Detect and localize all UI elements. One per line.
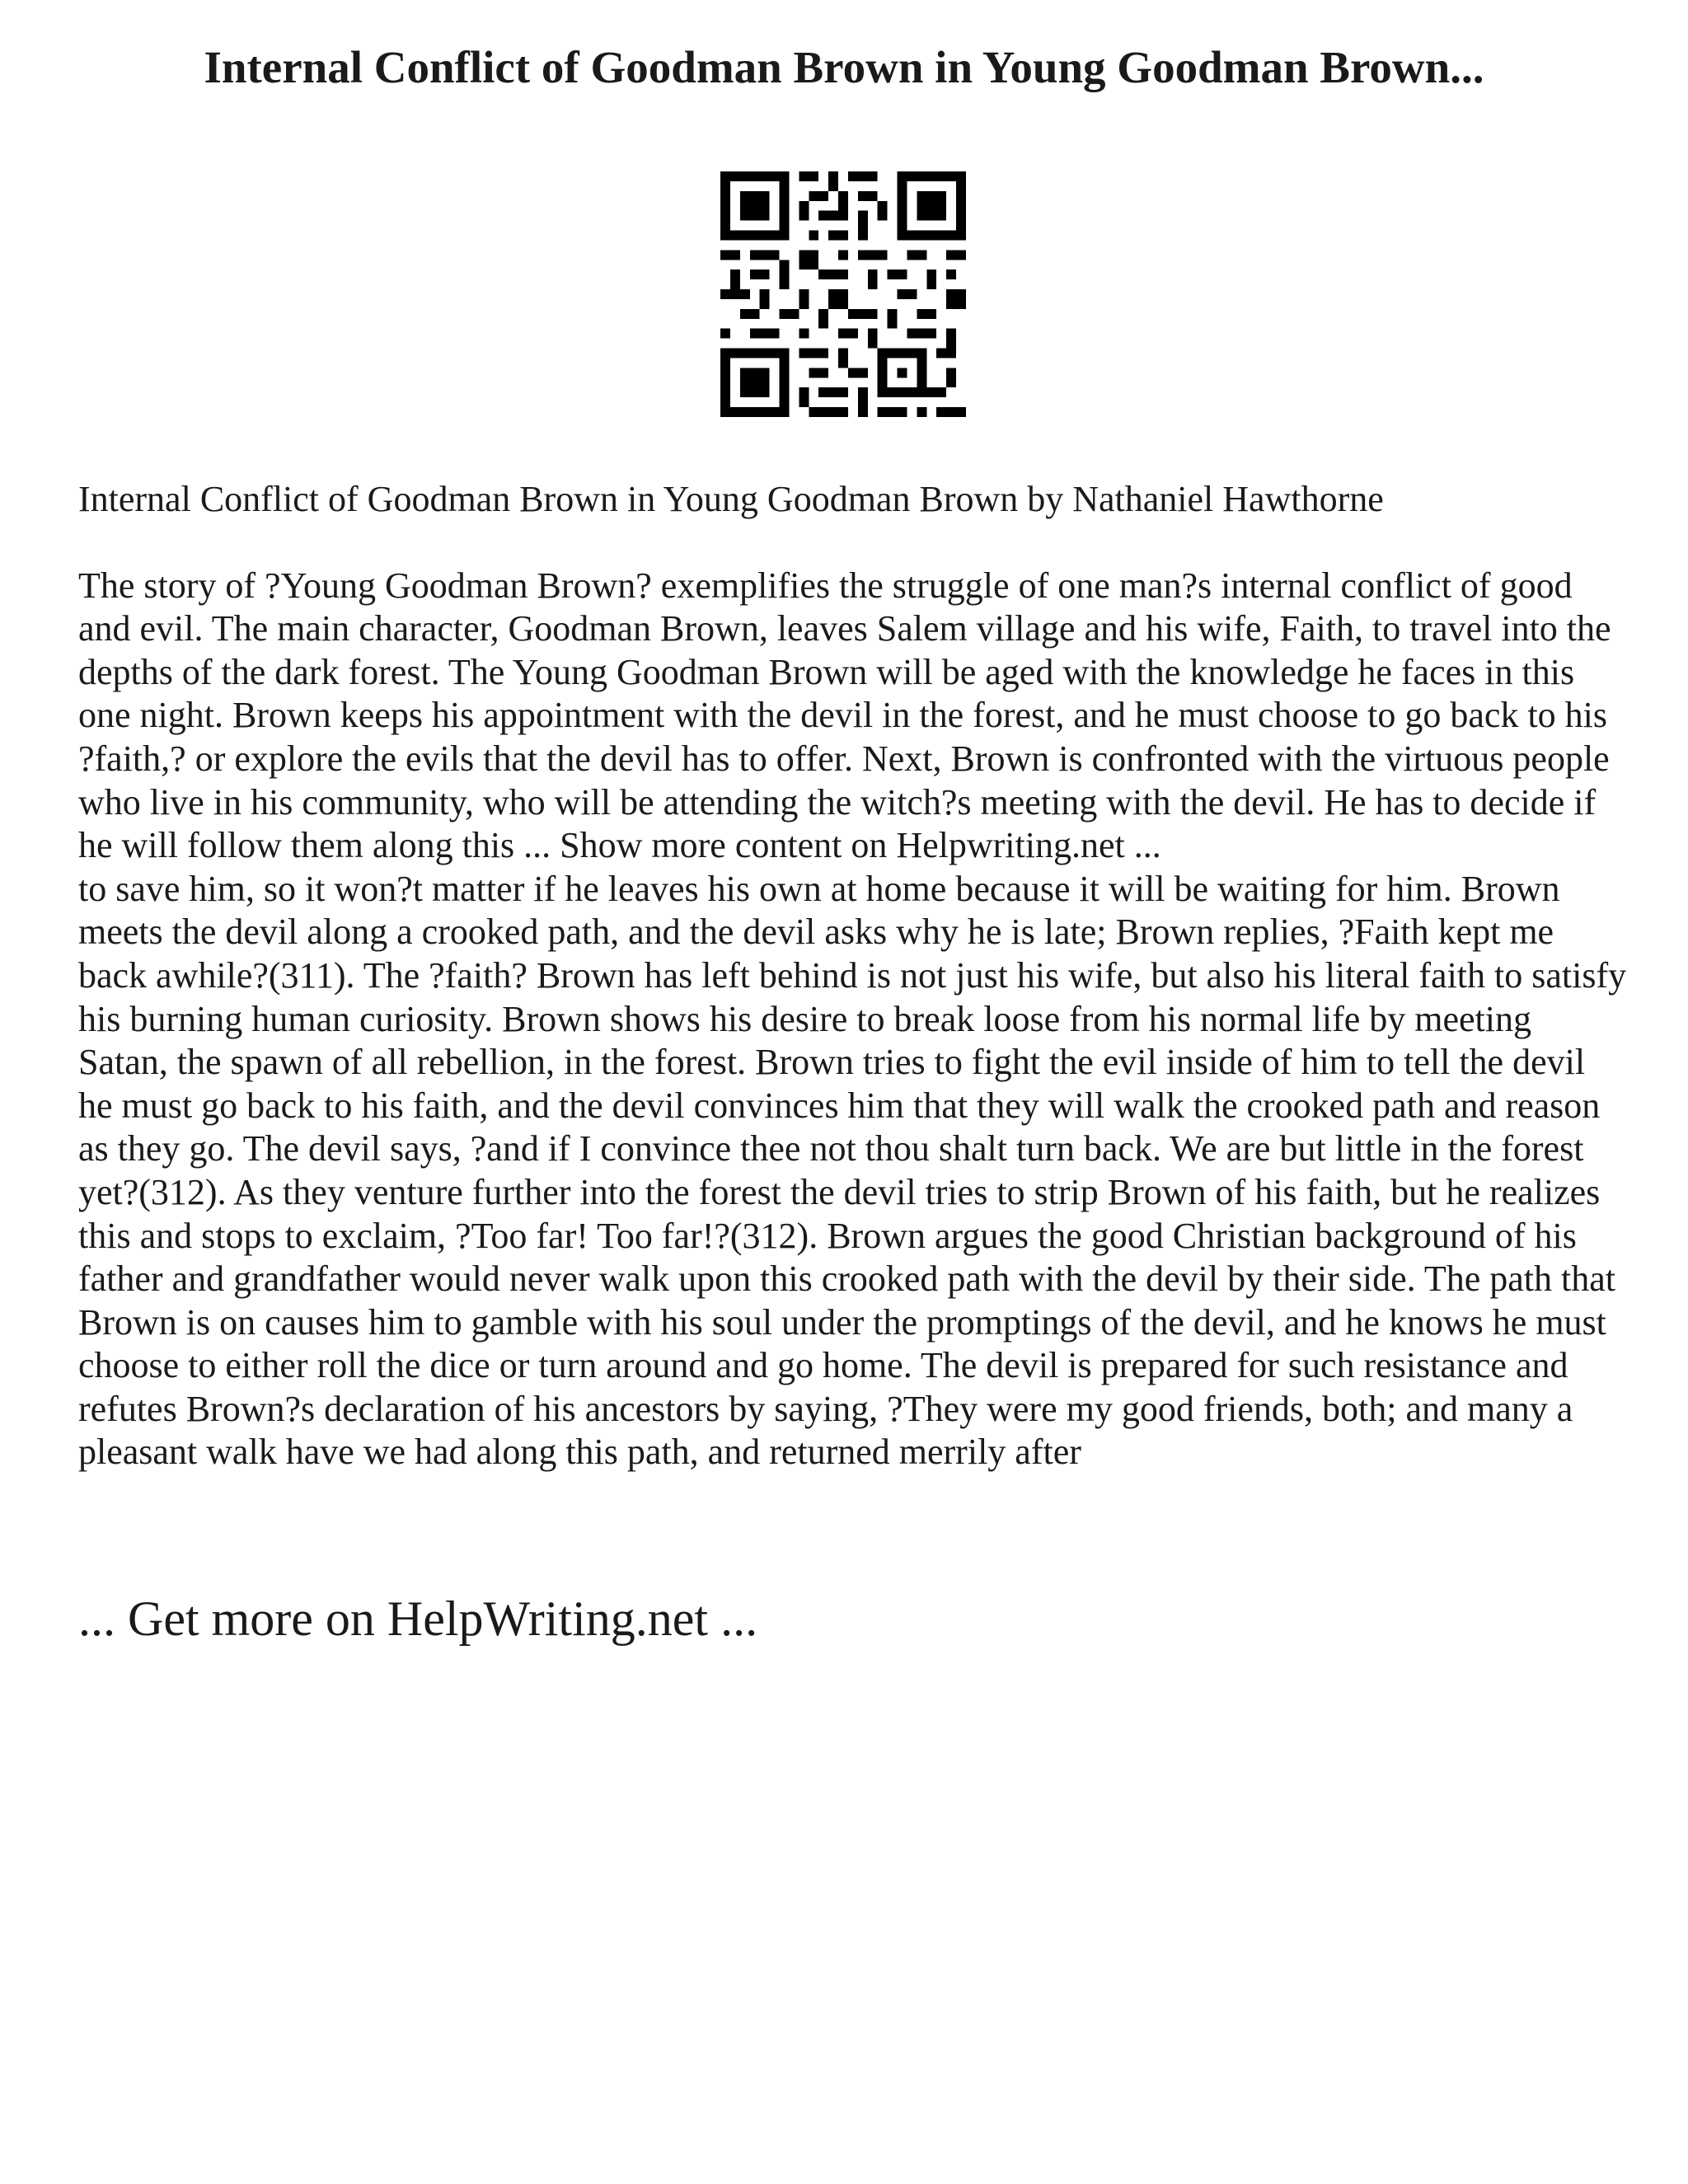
page-title: Internal Conflict of Goodman Brown in Young Goodman Brown... — [204, 42, 1484, 92]
paragraph: to save him, so it won?t matter if he leaves his own at home because it will be waiting for him. Brown meets the devil along a crooked path, and the devil asks why he is late; Brown replies, ?Faith kept me back awhile?(311). The ?faith? Brown has left behind is not just his wife, but also his literal faith to satisfy his burning human curiosity. Brown shows his desire to break loose from his normal life by meeting Satan, the spawn of all rebellion, in the forest. Brown tries to fight the evil inside of him to tell the devil he must go back to his faith, and the devil convinces him that they will walk the crooked path and reason as they go. The devil says, ?and if I convince thee not thou shalt turn back. We are but little in the forest yet?(312). As they venture further into the forest the devil tries to strip Brown of his faith, but he realizes this and stops to exclaim, ?Too far! Too far!?(312). Brown argues the good Christian background of his father and grandfather would never walk upon this crooked path with the devil by their side. The path that Brown is on causes him to gamble with his soul under the promptings of the devil, and he knows he must choose to either roll the dice or turn around and go home. The devil is prepared for such resistance and refutes Brown?s declaration of his ancestors by saying, ?They were my good friends, both; and many a pleasant walk have we had along this path, and returned merrily after — [78, 868, 1627, 1473]
document-body — [78, 478, 1628, 1474]
qr-code-icon — [720, 171, 966, 417]
paragraph: The story of ?Young Goodman Brown? exemplifies the struggle of one man?s internal conflict of good and evil. The main character, Goodman Brown, leaves Salem village and his wife, Faith, to travel into the depths of the dark forest. The Young Goodman Brown will be aged with the knowledge he faces in this one night. Brown keeps his appointment with the devil in the forest, and he must choose to go back to his ?faith,? or explore the evils that the devil has to offer. Next, Brown is confronted with the virtuous people who live in his community, who will be attending the witch?s meeting with the devil. He has to decide if he will follow them along this ... Show more content on Helpwriting.net ... — [78, 565, 1611, 866]
document-subtitle: Internal Conflict of Goodman Brown in Young Goodman Brown by Nathaniel Hawthorne — [78, 479, 1384, 519]
get-more-link[interactable]: ... Get more on HelpWriting.net ... — [78, 1591, 758, 1646]
